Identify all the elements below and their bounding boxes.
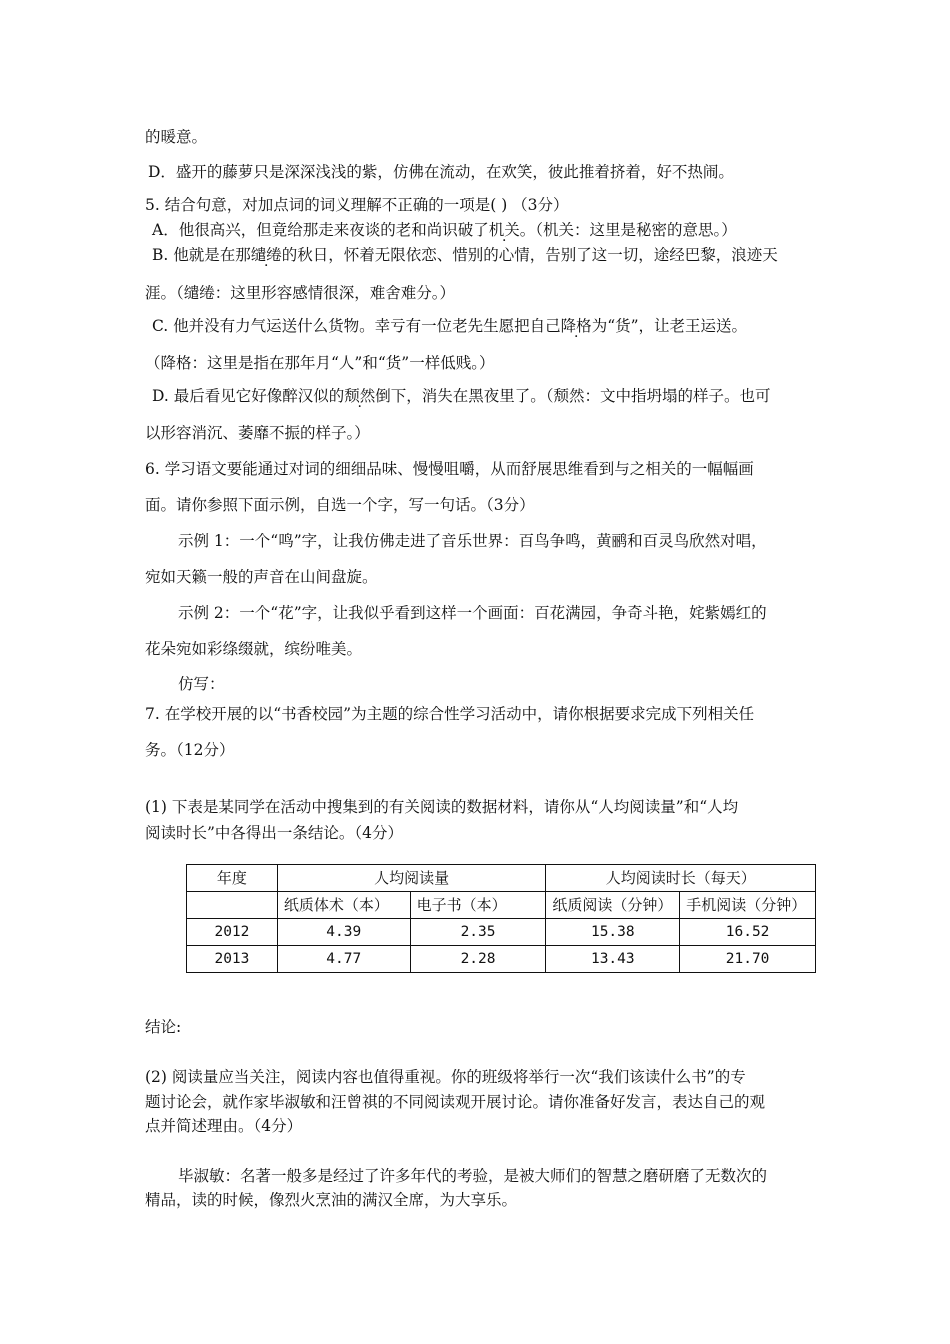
part-1-line-1: (1) 下表是某同学在活动中搜集到的有关阅读的数据材料，请你从“人均阅读量”和“人均 [145,798,739,816]
part-2-line-3: 点并简述理由。（4分） [145,1117,303,1135]
cell-phone-time: 16.52 [680,919,816,946]
header-amount: 人均阅读量 [277,865,546,892]
q5-a-dotted-word: 机关 [488,221,520,239]
q5-option-c-cont: （降格：这里是指在那年月“人”和“货”一样低贱。） [145,354,495,372]
q5-option-d [152,386,771,406]
reading-data-table [186,864,816,973]
q5-c-text-after: 为“货”，让老王运送。 [591,317,748,335]
q5-b-text: B. 他就是在那 [152,246,251,264]
q5-option-a [152,220,737,240]
conclusion-label: 结论: [145,1018,182,1036]
table-row [187,946,816,973]
part-1-line-2: 阅读时长”中各得出一条结论。（4分） [145,824,404,842]
question-6-line-2: 面。请你参照下面示例，自选一个字，写一句话。（3分） [145,496,535,514]
part-2-line-1: (2) 阅读量应当关注，阅读内容也值得重视。你的班级将举行一次“我们该读什么书”的专 [145,1068,746,1086]
cell-paper: 4.77 [277,946,410,973]
cell-paper-time: 13.43 [546,946,680,973]
imitate-label: 仿写： [178,675,225,693]
table-subheader-row [187,892,816,919]
option-d-line: D．盛开的藤萝只是深深浅浅的紫，仿佛在流动，在欢笑，彼此推着挤着，好不热闹。 [148,163,734,181]
cell-year: 2012 [187,919,278,946]
part-2-line-2: 题讨论会，就作家毕淑敏和汪曾祺的不同阅读观开展讨论。请你准备好发言，表达自己的观 [145,1093,766,1111]
cell-ebook: 2.28 [410,946,546,973]
q5-b-dotted-word: 缱绻 [250,246,282,264]
q5-a-text: A．他很高兴，但竟给那走来夜谈的老和尚识破了 [152,221,489,239]
cell-paper-time: 15.38 [546,919,680,946]
table-row [187,919,816,946]
q5-option-b-cont: 涯。（缱绻：这里形容感情很深，难舍难分。） [145,284,456,302]
q5-d-text: D. 最后看见它好像醉汉似的 [152,387,345,405]
question-7-line-2: 务。（12分） [145,741,235,759]
header-time: 人均阅读时长（每天） [546,865,816,892]
q5-a-text-after: 。（机关：这里是秘密的意思。） [519,221,737,239]
subheader-paper: 纸质体术（本） [277,892,410,919]
q5-option-b [152,245,778,265]
cell-paper: 4.39 [277,919,410,946]
q5-c-text: C. 他并没有力气运送什么货物。幸亏有一位老先生愿把自己 [152,317,561,335]
text-line: 的暖意。 [145,128,208,146]
q5-c-dotted-word: 降格 [560,317,592,335]
subheader-empty [187,892,278,919]
example-2-line-2: 花朵宛如彩绦缀就，缤纷唯美。 [145,640,363,658]
cell-year: 2013 [187,946,278,973]
q5-d-text-after: 倒下，消失在黑夜里了。（颓然：文中指坍塌的样子。也可 [375,387,771,405]
cell-phone-time: 21.70 [680,946,816,973]
cell-ebook: 2.35 [410,919,546,946]
subheader-phone-time: 手机阅读（分钟） [680,892,816,919]
table-header-row [187,865,816,892]
subheader-paper-time: 纸质阅读（分钟） [546,892,680,919]
question-6-line-1: 6. 学习语文要能通过对词的细细品味、慢慢咀嚼，从而舒展思维看到与之相关的一幅幅画 [145,460,754,478]
example-2-line-1: 示例 2：一个“花”字，让我似乎看到这样一个画面：百花满园，争奇斗艳，姹紫嫣红的 [178,604,767,622]
q5-option-d-cont: 以形容消沉、萎靡不振的样子。） [145,424,370,442]
bi-shumin-line-2: 精品，读的时候，像烈火烹油的满汉全席，为大享乐。 [145,1191,518,1209]
example-1-line-2: 宛如天籁一般的声音在山间盘旋。 [145,568,378,586]
question-5-stem: 5. 结合句意，对加点词的词义理解不正确的一项是( ) （3分） [145,196,569,214]
subheader-ebook: 电子书（本） [410,892,546,919]
question-7-line-1: 7. 在学校开展的以“书香校园”为主题的综合性学习活动中，请你根据要求完成下列相关任 [145,705,755,723]
header-year: 年度 [187,865,278,892]
bi-shumin-line-1: 毕淑敏：名著一般多是经过了许多年代的考验，是被大师们的智慧之磨研磨了无数次的 [178,1167,768,1185]
q5-option-c [152,316,747,336]
example-1-line-1: 示例 1：一个“鸣”字，让我仿佛走进了音乐世界：百鸟争鸣，黄鹂和百灵鸟欣然对唱， [178,532,767,550]
q5-d-dotted-word: 颓然 [344,387,376,405]
q5-b-text-after: 的秋日，怀着无限依恋、惜别的心情，告别了这一切，途经巴黎，浪迹天 [281,246,778,264]
